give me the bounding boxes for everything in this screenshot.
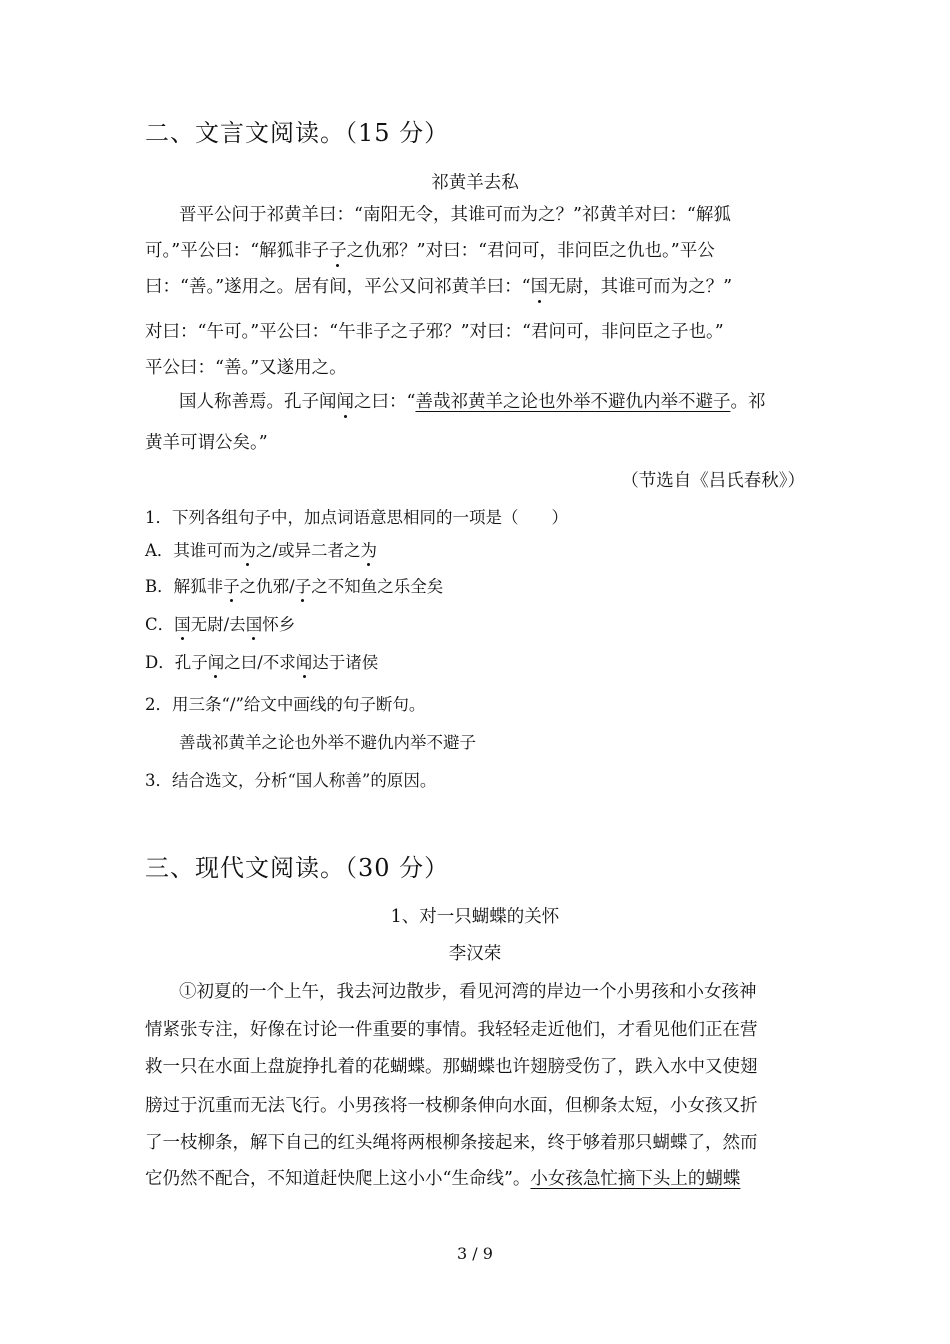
question-1-option-c: C．国无尉/去国怀乡 [145, 615, 296, 634]
passage-line: 膀过于沉重而无法飞行。小男孩将一枝柳条伸向水面，但柳条太短，小女孩又折 [145, 1096, 758, 1116]
page-number: 3 / 9 [457, 1244, 493, 1263]
author-name: 李汉荣 [448, 944, 502, 964]
emphasis-dot-char: 闻 [295, 653, 313, 672]
passage-line: 黄羊可谓公矣。” [145, 433, 268, 453]
question-1-option-a: A．其谁可而为之/或异二者之为 [145, 541, 377, 560]
passage-line: 国人称善焉。孔子闻闻之曰：“善哉祁黄羊之论也外举不避仇内举不避子。祁 [179, 392, 766, 412]
passage-title: 祁黄羊去私 [431, 173, 519, 193]
emphasis-dot-char: 子 [329, 241, 347, 261]
passage-line: 平公曰：“善。”又遂用之。 [145, 358, 347, 378]
passage-line: 它仍然不配合，不知道赶快爬上这小小“生命线”。小女孩急忙摘下头上的蝴蝶 [145, 1169, 741, 1189]
section-3-heading: 三、现代文阅读。（30 分） [145, 854, 450, 882]
emphasis-dot-char: 子 [294, 577, 312, 596]
underlined-sentence: 善哉祁黄羊之论也外举不避仇内举不避子 [415, 392, 731, 412]
question-1-option-d: D．孔子闻之曰/不求闻达于诸侯 [145, 653, 379, 672]
question-2-stem: 2．用三条“/”给文中画线的句子断句。 [145, 695, 426, 714]
question-1-stem: 1．下列各组句子中，加点词语意思相同的一项是（ ） [145, 508, 568, 527]
emphasis-dot-char: 国 [174, 615, 191, 634]
passage-line: 情紧张专注，好像在讨论一件重要的事情。我轻轻走近他们，才看见他们正在营 [145, 1020, 758, 1040]
passage-line: 可。”平公曰：“解狐非子子之仇邪？”对曰：“君问可，非问臣之仇也。”平公 [145, 241, 715, 261]
underlined-sentence: 小女孩急忙摘下头上的蝴蝶 [530, 1169, 741, 1189]
passage-line: 曰：“善。”遂用之。居有间，平公又问祁黄羊曰：“国无尉，其谁可而为之？” [145, 277, 733, 297]
emphasis-dot-char: 子 [223, 577, 240, 596]
emphasis-dot-char: 闻 [207, 653, 225, 672]
passage-line: 救一只在水面上盘旋挣扎着的花蝴蝶。那蝴蝶也许翅膀受伤了，跌入水中又使翅 [145, 1057, 758, 1077]
modern-passage-title: 1、对一只蝴蝶的关怀 [390, 907, 560, 927]
emphasis-dot-char: 为 [239, 541, 256, 560]
question-2-sentence: 善哉祁黄羊之论也外举不避仇内举不避子 [179, 733, 476, 752]
emphasis-dot-char: 国 [530, 277, 549, 297]
emphasis-dot-char: 国 [245, 615, 263, 634]
question-1-option-b: B．解狐非子之仇邪/子之不知鱼之乐全矣 [145, 577, 444, 596]
question-3-stem: 3．结合选文，分析“国人称善”的原因。 [145, 771, 437, 790]
emphasis-dot-char: 闻 [336, 392, 354, 412]
section-2-heading: 二、文言文阅读。（15 分） [145, 119, 450, 147]
passage-line: ①初夏的一个上午，我去河边散步，看见河湾的岸边一个小男孩和小女孩神 [179, 982, 757, 1002]
passage-line: 了一枝柳条，解下自己的红头绳将两根柳条接起来，终于够着那只蝴蝶了，然而 [145, 1133, 758, 1153]
passage-line: 晋平公问于祁黄羊曰：“南阳无令，其谁可而为之？”祁黄羊对曰：“解狐 [179, 205, 731, 225]
emphasis-dot-char: 为 [360, 541, 377, 560]
source-citation: （节选自《吕氏春秋》） [621, 471, 805, 491]
passage-line: 对曰：“午可。”平公曰：“午非子之子邪？”对曰：“君问可，非问臣之子也。” [145, 322, 724, 342]
